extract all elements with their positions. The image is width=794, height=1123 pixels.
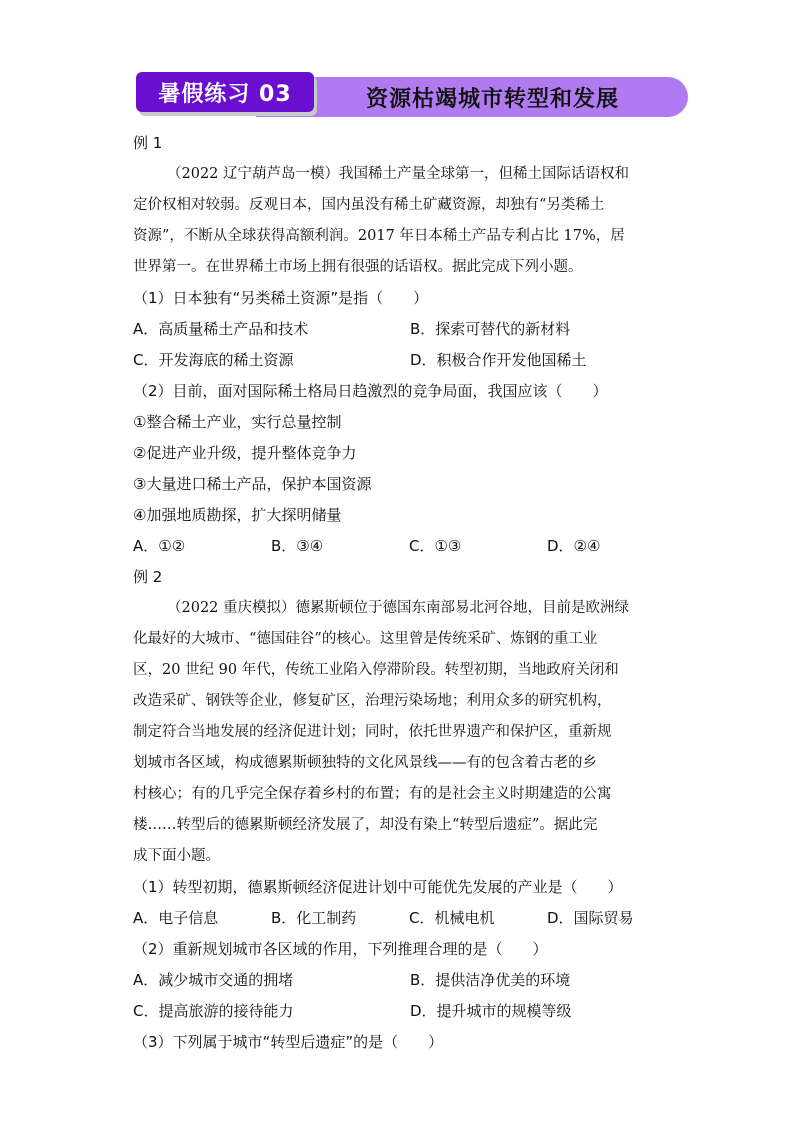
- ex1-q1-options-row: [133, 345, 693, 376]
- example-2-passage-line: 成下面小题。: [133, 848, 220, 864]
- ex1-question-1: （1）日本独有“另类稀土资源”是指（ ）: [133, 289, 429, 307]
- example-1-passage-line: 世界第一。在世界稀土市场上拥有很强的话语权。据此完成下列小题。: [133, 259, 583, 275]
- option-a: A．①②: [133, 537, 186, 555]
- option-b: B．探索可替代的新材料: [410, 320, 571, 338]
- option-c: C．①③: [409, 537, 462, 555]
- option-b: B．提供洁净优美的环境: [410, 971, 571, 989]
- example-1-passage-line: （2022 辽宁葫芦岛一模）我国稀土产量全球第一，但稀土国际话语权和: [167, 166, 630, 182]
- example-2-passage-line: 楼……转型后的德累斯顿经济发展了，却没有染上“转型后遗症”。据此完: [133, 817, 598, 833]
- ex1-question-2: （2）目前，面对国际稀土格局日趋激烈的竞争局面，我国应该（ ）: [133, 382, 608, 400]
- option-a: A．电子信息: [133, 909, 219, 927]
- option-a: A．减少城市交通的拥堵: [133, 971, 294, 989]
- example-2-passage-line: 村核心；有的几乎完全保存着乡村的布置；有的是社会主义时期建造的公寓: [133, 786, 612, 802]
- example-1-passage-line: 定价权相对较弱。反观日本，国内虽没有稀土矿藏资源，却独有“另类稀土: [133, 197, 605, 213]
- ex1-q2-options-row: [133, 531, 693, 562]
- page-title: 资源枯竭城市转型和发展: [366, 87, 620, 112]
- option-b: B．③④: [271, 537, 324, 555]
- option-d: D．提升城市的规模等级: [410, 1002, 572, 1020]
- ex2-q2-options-row: [133, 965, 693, 996]
- option-d: D．积极合作开发他国稀土: [410, 351, 587, 369]
- example-1-passage-line: 资源”，不断从全球获得高额利润。2017 年日本稀土产品专利占比 17%，居: [133, 228, 625, 244]
- example-2-label: 例 2: [133, 568, 163, 586]
- ex2-question-1: （1）转型初期，德累斯顿经济促进计划中可能优先发展的产业是（ ）: [133, 878, 623, 896]
- option-d: D．国际贸易: [547, 909, 634, 927]
- ex1-q2-statement: ③大量进口稀土产品，保护本国资源: [133, 475, 372, 493]
- example-2-passage-line: （2022 重庆模拟）德累斯顿位于德国东南部易北河谷地，目前是欧洲绿: [167, 600, 630, 616]
- example-2-passage-line: 划城市各区域，构成德累斯顿独特的文化风景线——有的包含着古老的乡: [133, 755, 597, 771]
- ex2-question-3: （3）下列属于城市“转型后遗症”的是（ ）: [133, 1033, 444, 1051]
- option-c: C．机械电机: [409, 909, 495, 927]
- example-2-passage-line: 区，20 世纪 90 年代，传统工业陷入停滞阶段。转型初期，当地政府关闭和: [133, 662, 619, 678]
- ex2-q1-options-row: [133, 903, 693, 934]
- option-d: D．②④: [547, 537, 601, 555]
- example-2-passage-line: 化最好的大城市、“德国硅谷”的核心。这里曾是传统采矿、炼钢的重工业: [133, 631, 598, 647]
- option-c: C．提高旅游的接待能力: [133, 1002, 294, 1020]
- option-b: B．化工制药: [271, 909, 357, 927]
- content: [133, 128, 693, 1058]
- example-1-label: 例 1: [133, 134, 163, 152]
- page-header: [136, 72, 688, 118]
- example-2-passage-line: 制定符合当地发展的经济促进计划；同时，依托世界遗产和保护区，重新规: [133, 724, 612, 740]
- option-c: C．开发海底的稀土资源: [133, 351, 294, 369]
- ex1-q2-statement: ①整合稀土产业，实行总量控制: [133, 413, 342, 431]
- ex2-question-2: （2）重新规划城市各区域的作用，下列推理合理的是（ ）: [133, 940, 548, 958]
- ex1-q2-statement: ④加强地质勘探，扩大探明储量: [133, 506, 342, 524]
- header-badge: 暑假练习 03: [136, 72, 314, 112]
- example-2-passage-line: 改造采矿、钢铁等企业，修复矿区，治理污染场地；利用众多的研究机构，: [133, 693, 612, 709]
- ex1-q1-options-row: [133, 314, 693, 345]
- ex2-q2-options-row: [133, 996, 693, 1027]
- ex1-q2-statement: ②促进产业升级，提升整体竞争力: [133, 444, 357, 462]
- option-a: A．高质量稀土产品和技术: [133, 320, 309, 338]
